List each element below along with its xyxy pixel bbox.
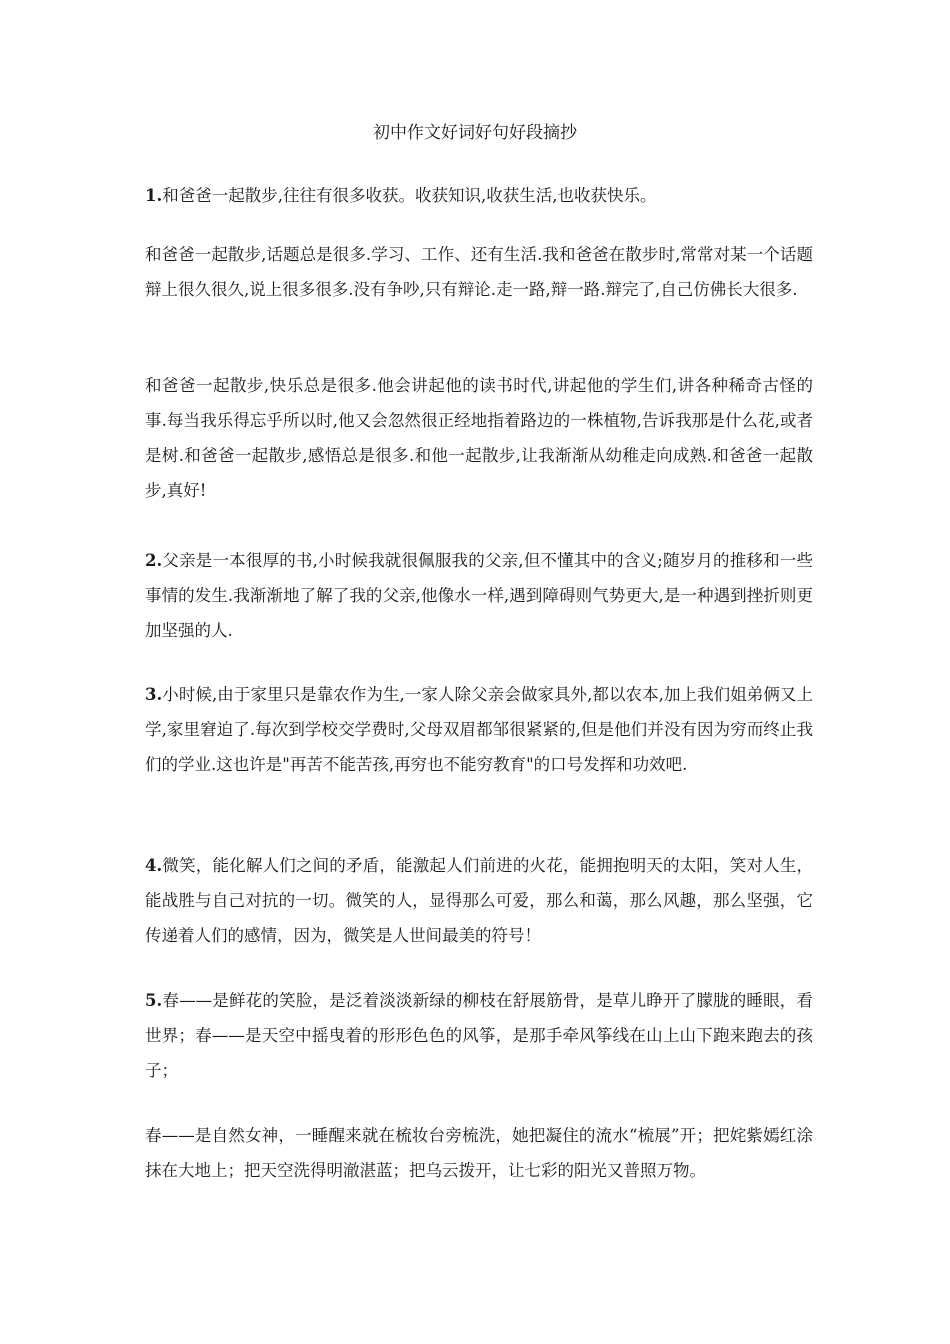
paragraph-text: 和爸爸一起散步,话题总是很多.学习、工作、还有生活.我和爸爸在散步时,常常对某一个话题辩上很久很久,说上很多很多.没有争吵,只有辩论.走一路,辩一路.辩完了,自己仿佛长大很多. (145, 245, 813, 299)
document-title: 初中作文好词好句好段摘抄 (373, 123, 577, 143)
paragraph-1-sub-1 (145, 237, 813, 307)
paragraph-4 (145, 848, 813, 953)
paragraph-5-sub-1 (145, 1118, 813, 1188)
paragraph-text: 小时候,由于家里只是靠农作为生,一家人除父亲会做家具外,都以农本,加上我们姐弟俩又上学,家里窘迫了.每次到学校交学费时,父母双眉都邹很紧紧的,但是他们并没有因为穷而终止我们的学业.这也许是"再苦不能苦孩,再穷也不能穷教育"的口号发挥和功效吧. (145, 685, 813, 774)
paragraph-2 (145, 543, 813, 648)
paragraph-number: 1. (145, 186, 163, 205)
paragraph-number: 4. (145, 856, 163, 875)
paragraph-number: 2. (145, 551, 163, 570)
paragraph-number: 3. (145, 685, 163, 704)
paragraph-number: 5. (145, 991, 163, 1010)
paragraph-1 (145, 178, 813, 213)
paragraph-text: 春——是自然女神，一睡醒来就在梳妆台旁梳洗，她把凝住的流水“梳展”开；把姹紫嫣红涂抹在大地上；把天空洗得明澈湛蓝；把乌云拨开，让七彩的阳光又普照万物。 (145, 1126, 813, 1180)
paragraph-text: 微笑，能化解人们之间的矛盾，能激起人们前进的火花，能拥抱明天的太阳，笑对人生，能战胜与自己对抗的一切。微笑的人，显得那么可爱，那么和蔼，那么风趣，那么坚强，它传递着人们的感情，因为，微笑是人世间最美的符号！ (145, 856, 813, 945)
paragraph-5 (145, 983, 813, 1088)
paragraph-text: 春——是鲜花的笑脸，是泛着淡淡新绿的柳枝在舒展筋骨，是草儿睁开了朦胧的睡眼，看世界；春——是天空中摇曳着的形形色色的风筝，是那手牵风筝线在山上山下跑来跑去的孩子； (145, 991, 813, 1080)
paragraph-1-sub-2 (145, 368, 813, 508)
paragraph-text: 父亲是一本很厚的书,小时候我就很佩服我的父亲,但不懂其中的含义;随岁月的推移和一些事情的发生.我渐渐地了解了我的父亲,他像水一样,遇到障碍则气势更大,是一种遇到挫折则更加坚强的人. (145, 551, 813, 640)
paragraph-text: 和爸爸一起散步,快乐总是很多.他会讲起他的读书时代,讲起他的学生们,讲各种稀奇古怪的事.每当我乐得忘乎所以时,他又会忽然很正经地指着路边的一株植物,告诉我那是什么花,或者是树.和爸爸一起散步,感悟总是很多.和他一起散步,让我渐渐从幼稚走向成熟.和爸爸一起散步,真好! (145, 376, 813, 500)
paragraph-text: 和爸爸一起散步,往往有很多收获。收获知识,收获生活,也收获快乐。 (162, 186, 657, 205)
paragraph-3 (145, 677, 813, 782)
